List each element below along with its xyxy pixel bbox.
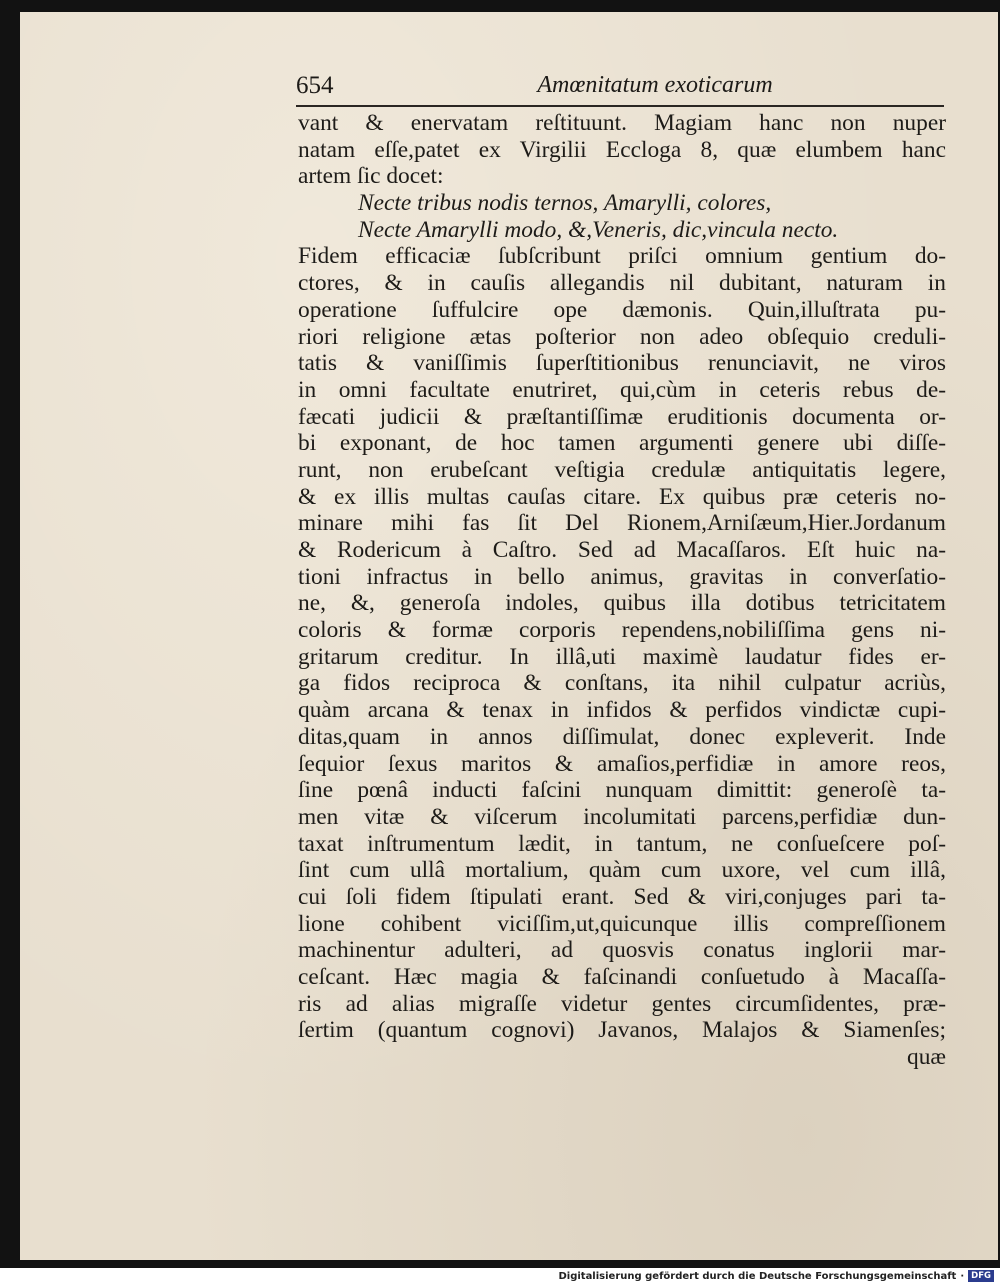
text-line: ditas,quam in annos diſſimulat, donec expleverit. Inde: [298, 723, 946, 750]
text-line: tioni infractus in bello animus, gravitas in converſatio-: [298, 563, 946, 590]
text-line: ceſcant. Hæc magia & faſcinandi conſuetudo à Macaſſa-: [298, 964, 946, 990]
text-line: & Rodericum à Caſtro. Sed ad Macaſſaros. Eſt huic na-: [298, 537, 946, 563]
text-line: coloris & formæ corporis rependens,nobiliſſima gens ni-: [298, 617, 946, 644]
text-line: ris ad alias migraſſe videtur gentes circumſidentes, præ-: [298, 990, 946, 1017]
text-line: riori religione ætas poſterior non adeo obſequio creduli-: [298, 323, 946, 350]
verse-line: Necte Amarylli modo, &,Veneris, dic,vincula necto.: [358, 216, 839, 243]
verse-line: Necte tribus nodis ternos, Amarylli, colores,: [358, 190, 772, 217]
text-line: taxat inſtrumentum lædit, in tantum, ne conſueſcere poſ-: [298, 830, 946, 857]
text-line: & ex illis multas cauſas citare. Ex quibus præ ceteris no-: [298, 483, 946, 510]
text-line: tatis & vaniſſimis ſuperſtitionibus renunciavit, ne viros: [298, 350, 946, 377]
header-rule: [296, 105, 944, 107]
credit-text: Digitalisierung gefördert durch die Deutsche Forschungsgemeinschaft: [558, 1270, 957, 1282]
separator-dot: ·: [960, 1270, 965, 1282]
text-line: lione cohibent viciſſim,ut,quicunque illis compreſſionem: [298, 910, 946, 937]
text-line: ctores, & in cauſis allegandis nil dubitant, naturam in: [298, 270, 946, 297]
text-line: in omni facultate enutriret, qui,cùm in ceteris rebus de-: [298, 376, 946, 403]
text-line: ſine pœnâ inducti faſcini nunquam dimittit: generoſè ta-: [298, 777, 946, 804]
text-line: ſequior ſexus maritos & amaſios,perfidiæ in amore reos,: [298, 750, 946, 777]
text-line: fæcati judicii & præſtantiſſimæ eruditionis documenta or-: [298, 403, 946, 430]
text-line: ga fidos reciproca & conſtans, ita nihil culpatur acriùs,: [298, 670, 946, 697]
text-line: bi exponant, de hoc tamen argumenti genere ubi diſſe-: [298, 430, 946, 457]
text-line: artem ſic docet:: [298, 163, 444, 190]
catchword: quæ: [907, 1044, 946, 1071]
text-line: operatione ſuffulcire ope dæmonis. Quin,illuſtrata pu-: [298, 296, 946, 323]
dfg-logo-icon: DFG: [968, 1270, 994, 1282]
text-line: machinentur adulteri, ad quosvis conatus inglorii mar-: [298, 937, 946, 964]
text-line: minare mihi fas ſit Del Rionem,Arniſæum,Hier.Jordanum: [298, 510, 946, 537]
page-number: 654: [296, 72, 334, 99]
page-header: [296, 72, 944, 104]
text-line: Fidem efficaciæ ſubſcribunt priſci omnium gentium do-: [298, 243, 946, 270]
text-line: quàm arcana & tenax in infidos & perfidos vindictæ cupi-: [298, 697, 946, 724]
text-line: vant & enervatam reſtituunt. Magiam hanc non nuper: [298, 110, 946, 136]
text-line: natam eſſe,patet ex Virgilii Eccloga 8, quæ elumbem hanc: [298, 136, 946, 163]
text-line: cui ſoli fidem ſtipulati erant. Sed & viri,conjuges pari ta-: [298, 883, 946, 910]
digitization-credit: [558, 1270, 994, 1282]
body-text: [298, 110, 946, 1071]
text-line: ſint cum ullâ mortalium, quàm cum uxore, vel cum illâ,: [298, 857, 946, 884]
running-title: Amœnitatum exoticarum: [537, 72, 773, 98]
text-line: ne, &, generoſa indoles, quibus illa dotibus tetricitatem: [298, 590, 946, 617]
text-line: runt, non erubeſcant veſtigia credulæ antiquitatis legere,: [298, 456, 946, 483]
text-line: gritarum creditur. In illâ,uti maximè laudatur fides er-: [298, 643, 946, 670]
text-line: ſertim (quantum cognovi) Javanos, Malajos & Siamenſes;: [298, 1017, 946, 1044]
text-line: men vitæ & viſcerum incolumitati parcens,perfidiæ dun-: [298, 803, 946, 830]
